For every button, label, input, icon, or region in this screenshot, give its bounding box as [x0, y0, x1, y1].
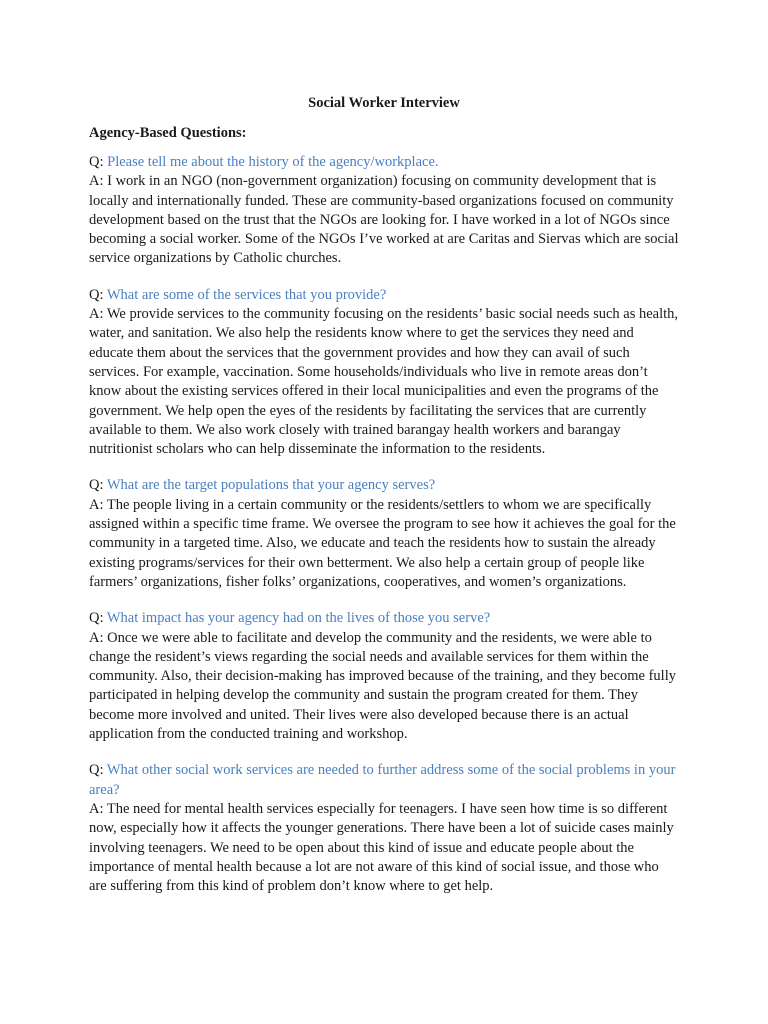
answer-text: The people living in a certain community or the residents/settlers to whom we are specifically assigned within a specific time frame. We oversee the program to see how it achieves the goal for the community in a targeted time. Also, we educate and teach the residents how to sustain the already existing programs/services for their own betterment. We also help a certain group of people like farmers’ organizations, fisher folks’ organizations, cooperatives, and women’s organizations. [89, 496, 676, 590]
question-line [89, 476, 679, 495]
answer-line [89, 496, 679, 592]
question-text: What are the target populations that your agency serves? [106, 477, 436, 494]
question-line [89, 609, 679, 628]
question-line [89, 761, 679, 800]
question-line [89, 286, 679, 305]
answer-line [89, 629, 679, 745]
answer-prefix: A: [89, 629, 108, 646]
answer-prefix: A: [89, 800, 107, 817]
qa-block-1 [89, 153, 679, 269]
section-heading: Agency-Based Questions: [89, 125, 247, 141]
question-prefix: Q: [89, 610, 107, 627]
answer-line [89, 800, 679, 896]
answer-text: We provide services to the community focusing on the residents’ basic social needs such as health, water, and sanitation. We also help the residents know where to get the services they need and educate them about the services that the government provides and how they can avail of such services. For example, vaccination. Some households/individuals who live in remote areas don’t know about the existing services offered in their local municipalities and even the programs of the government. We help open the eyes of the residents by facilitating the services that are currently available to them. We also work closely with trained barangay health workers and barangay nutritionist scholars who can help disseminate the information to the residents. [89, 306, 679, 458]
answer-prefix: A: [89, 173, 108, 190]
question-text: Please tell me about the history of the agency/workplace. [107, 154, 439, 170]
answer-text: The need for mental health services especially for teenagers. I have seen how time is so different now, especially how it affects the younger generations. There have been a lot of suicide cases mainly involving teenagers. We need to be open about this kind of issue and educate people about the importance of mental health because a lot are not aware of this kind of social issue, and those who are suffering from this kind of problem don’t know where to get help. [89, 800, 674, 895]
question-text: What other social work services are needed to further address some of the social problems in your area? [89, 762, 676, 798]
question-text: What are some of the services that you provide? [106, 286, 387, 303]
answer-line [89, 305, 679, 459]
question-line [89, 153, 679, 172]
document-page [89, 93, 679, 913]
qa-block-2 [89, 286, 679, 460]
question-text: What impact has your agency had on the lives of those you serve? [106, 610, 491, 627]
qa-block-3 [89, 476, 679, 592]
question-prefix: Q: [89, 286, 107, 303]
qa-block-4 [89, 609, 679, 744]
answer-text: I work in an NGO (non-government organization) focusing on community development that is locally and internationally funded. These are community-based organizations focused on community development based on the trust that the NGOs are looking for. I have worked in a lot of NGOs since becoming a social worker. Some of the NGOs I’ve worked at are Caritas and Siervas which are social service organizations by Catholic churches. [89, 173, 679, 267]
answer-text: Once we were able to facilitate and develop the community and the residents, we were able to change the resident’s views regarding the social needs and available services for them within the community. Also, their decision-making has improved because of the training, and they become fully participated in helping develop the community and sustain the program created for them. They become more involved and united. Their lives were also developed because there is an actual application from the conducted training and workshop. [89, 629, 676, 743]
answer-prefix: A: [89, 306, 107, 323]
question-prefix: Q: [89, 154, 108, 170]
question-prefix: Q: [89, 762, 107, 779]
document-title: Social Worker Interview [308, 95, 460, 111]
question-prefix: Q: [89, 477, 107, 494]
qa-block-5 [89, 761, 679, 896]
answer-prefix: A: [89, 496, 107, 513]
answer-line [89, 172, 679, 268]
